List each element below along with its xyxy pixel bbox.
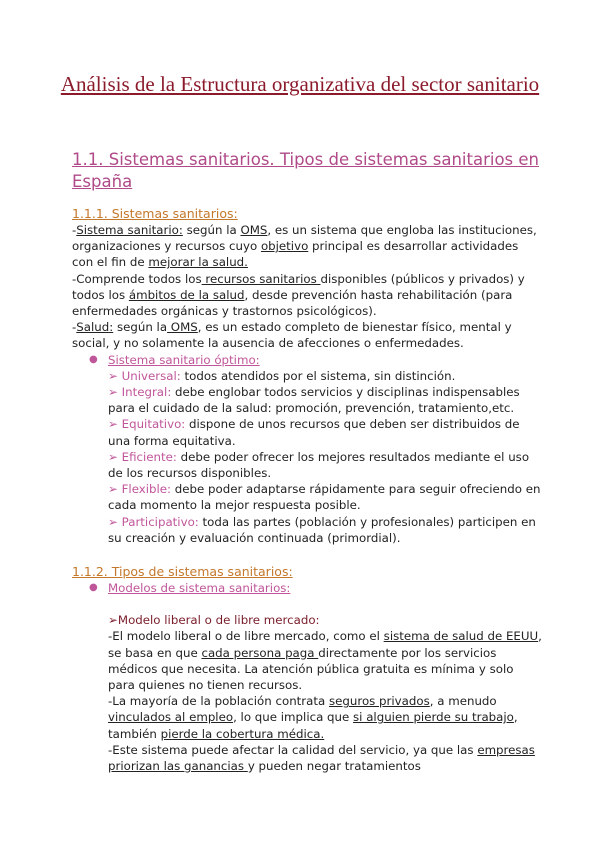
bullet-sistema-optimo	[72, 352, 542, 546]
text: , es un sistema que engloba las instituciones, organizaciones y recursos cuyo	[72, 223, 537, 254]
list-item	[108, 384, 542, 416]
text: disponibles (públicos y privados) y todos los	[72, 271, 525, 302]
term: sistema de salud de EEUU	[383, 629, 539, 644]
term: seguros privados	[328, 694, 430, 709]
text: , desde prevención hasta rehabilitación (para enfermedades orgánicas y trastornos psicológicos).	[72, 287, 513, 319]
text: -	[72, 320, 77, 335]
text: directamente por los servicios médicos que necesita. La atención pública gratuita es mínima y solo para quienes no tienen recursos.	[108, 645, 514, 693]
term: OMS	[167, 320, 198, 335]
list-item	[108, 416, 542, 448]
text: , se basa en que	[108, 629, 542, 660]
item-key: ➢ Universal:	[108, 368, 181, 383]
term: Sistema sanitario:	[76, 223, 183, 237]
item-key: ➢ Participativo:	[108, 514, 199, 529]
section-tipos	[72, 563, 542, 774]
text: -La mayoría de la población contrata	[108, 694, 329, 709]
term: priorizan las ganancias	[108, 759, 248, 774]
item-text: dispone de unos recursos que deben ser distribuidos de una forma equitativa.	[108, 417, 520, 448]
text: y pueden negar tratamientos	[247, 759, 421, 774]
text: según la	[182, 223, 241, 237]
text: -	[72, 223, 77, 237]
paragraph-salud	[72, 319, 542, 351]
item-text: debe poder ofrecer los mejores resultados mediante el uso de los recursos disponibles.	[108, 449, 530, 481]
paragraph-liberal-2	[108, 693, 542, 742]
section-sistemas	[72, 205, 542, 546]
list-item	[108, 449, 542, 481]
term: vinculados al empleo	[108, 710, 234, 725]
subsection-heading-1: 1.1.1. Sistemas sanitarios:	[72, 206, 238, 221]
term: objetivo	[260, 239, 309, 254]
term: Salud:	[76, 320, 114, 335]
paragraph-liberal-3	[108, 742, 542, 774]
text: principal es desarrollar actividades con el fin de	[72, 239, 519, 270]
term: OMS	[240, 223, 268, 237]
paragraph-recursos	[72, 271, 542, 320]
list-item	[108, 481, 542, 513]
text: , es un estado completo de bienestar físico, mental y social, y no solamente la ausencia de afecciones o enfermedades.	[72, 320, 512, 351]
paragraph-sistema-sanitario	[72, 222, 542, 271]
item-key: ➢ Flexible:	[108, 482, 172, 497]
item-key: ➢ Eficiente:	[108, 449, 177, 464]
item-text: debe englobar todos servicios y disciplinas indispensables para el cuidado de la salud: promoción, prevención, tratamiento,etc.	[108, 385, 520, 416]
section-heading: 1.1. Sistemas sanitarios. Tipos de sistemas sanitarios en España	[72, 150, 540, 191]
term: pierde la cobertura médica.	[160, 726, 325, 741]
item-text: toda las partes (población y profesionales) participen en su creación y evaluación continuada (primordial).	[108, 514, 536, 545]
text: según la	[113, 320, 168, 335]
bullet-label: Modelos de sistema sanitarios:	[108, 581, 291, 595]
term: si alguien pierde su trabajo	[353, 710, 514, 725]
list-item	[108, 514, 542, 546]
term: ámbitos de la salud	[128, 287, 245, 302]
page-title: Análisis de la Estructura organizativa del sector sanitario	[60, 72, 540, 96]
term: mejorar la salud.	[148, 255, 248, 270]
paragraph-liberal-1	[108, 628, 542, 693]
list-item	[108, 368, 542, 384]
text: -El modelo liberal o de libre mercado, como el	[108, 629, 384, 644]
spacer	[108, 596, 542, 612]
bullet-modelos	[72, 580, 542, 774]
item-key: ➢ Equitativo:	[108, 417, 186, 432]
item-key: ➢ Integral:	[108, 385, 172, 400]
text: , a menudo	[429, 694, 497, 709]
term: recursos sanitarios	[201, 271, 321, 286]
text: , también	[108, 710, 518, 741]
text: -Este sistema puede afectar la calidad del servicio, ya que las	[108, 742, 478, 757]
modelo-liberal-title: ➢Modelo liberal o de libre mercado:	[108, 613, 320, 628]
bullet-label: Sistema sanitario óptimo:	[108, 352, 260, 367]
term: empresas	[477, 742, 535, 757]
item-text: todos atendidos por el sistema, sin distinción.	[180, 368, 456, 383]
subsection-heading-2: 1.1.2. Tipos de sistemas sanitarios:	[72, 564, 293, 579]
bullet-dot-icon: ●	[89, 582, 98, 593]
term: cada persona paga	[201, 645, 319, 660]
text: , lo que implica que	[233, 710, 354, 725]
bullet-dot-icon: ●	[89, 353, 98, 365]
item-text: debe poder adaptarse rápidamente para seguir ofreciendo en cada momento la mejor respuesta posible.	[108, 482, 541, 513]
text: -Comprende todos los	[72, 271, 202, 286]
